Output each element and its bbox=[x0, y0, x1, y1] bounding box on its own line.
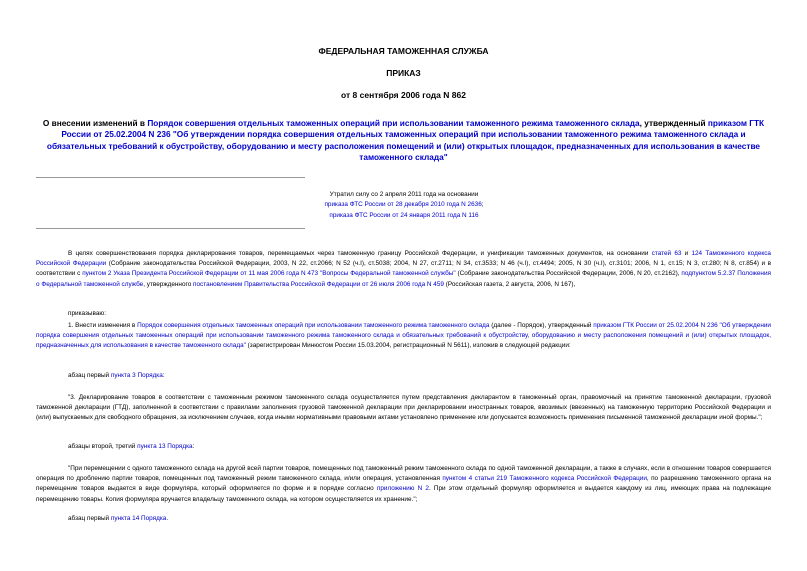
divider-bottom bbox=[36, 228, 305, 229]
document-type-heading: ПРИКАЗ bbox=[386, 68, 421, 78]
preamble-text: В целях совершенствования порядка декларирования товаров, перемещаемых через таможенную границу Российской Федерации, и унификации таможенных документов, на основании bbox=[68, 250, 652, 257]
item-1-paragraph bbox=[36, 321, 771, 352]
link-article-219[interactable]: пунктом 4 статьи 219 Таможенного кодекса Российской Федерации bbox=[442, 475, 647, 483]
lost-force-text: Утратил силу со 2 апреля 2011 года на основании bbox=[329, 191, 479, 198]
document-title bbox=[36, 118, 771, 164]
clause-3-text: : bbox=[162, 372, 165, 379]
preamble-text: и bbox=[681, 250, 692, 257]
paragraph-clause-3 bbox=[36, 371, 771, 381]
lost-force-separator: ; bbox=[481, 201, 484, 209]
preamble-text: , утвержденного bbox=[143, 280, 194, 288]
preamble-text: (Собрание законодательства Российской Федерации, 2006, N 20, ст.2162), bbox=[455, 270, 682, 278]
order-word: приказываю: bbox=[68, 310, 106, 317]
link-article-63[interactable]: статей 63 bbox=[651, 250, 682, 257]
document-date-heading: от 8 сентября 2006 года N 862 bbox=[341, 90, 466, 100]
clause-3-text: абзац первый bbox=[68, 372, 111, 379]
clause-13-text: : bbox=[192, 443, 195, 450]
paragraph-clause-14 bbox=[36, 514, 771, 524]
link-fts-regulation[interactable]: подпунктом 5.2.37 Положения о Федеральной таможенной службе bbox=[36, 270, 771, 288]
item-1-text: (далее - Порядок), утвержденный bbox=[489, 322, 594, 329]
preamble-paragraph bbox=[36, 249, 771, 290]
link-appendix-2[interactable]: приложению N 2 bbox=[376, 485, 429, 493]
preamble-text: (Собрание законодательства Российской Федерации, 2003, N 22, ст.2066; N 52 (ч.I), ст.5038; 2004, N 27, ст.2711; N 34, ст.3533; N 46 (ч.I), ст.4494; 2005, N 30 (ч.I), ст.3101; 2006, N 1, ст.15; N 3, ст.280; N 8, ст.854) и в соответствии с bbox=[36, 260, 772, 278]
link-customs-code-124[interactable]: 124 Таможенного кодекса Российской Федерации bbox=[36, 250, 771, 268]
paragraph-clause-13 bbox=[36, 442, 771, 452]
link-presidential-decree[interactable]: пунктом 2 Указа Президента Российской Федерации от 11 мая 2006 года N 473 "Вопросы Федеральной таможенной службы" bbox=[82, 270, 456, 278]
lost-force-note bbox=[246, 190, 562, 221]
item-1-text: 1. Внести изменения в bbox=[68, 322, 138, 329]
quote-clause-3: "3. Декларирование товаров в соответствии с таможенным режимом таможенного склада осуществляется путем представления декларантом в таможенный орган, правомочный на принятие таможенной декларации, грузовой таможенной декларации (ГТД), заполненной в соответствии с правилами заполнения грузовой таможенной декларации при декларировании иностранных товаров, ввозимых (ввезенных) на таможенную территорию Российской Федерации и (или) выпускаемых для свободного обращения, за исключением случаев, когда иными нормативными правовыми актами установлено применение или допускается возможность применения письменной таможенной декларации иной формы."; bbox=[36, 394, 771, 422]
link-government-resolution[interactable]: постановлением Правительства Российской Федерации от 26 июля 2006 года N 459 bbox=[193, 280, 444, 288]
title-text: , утвержденный bbox=[639, 118, 708, 128]
link-clause-14[interactable]: пункта 14 Порядка bbox=[110, 515, 167, 522]
lost-force-link-2636[interactable]: приказа ФТС России от 28 декабря 2010 года N 2636 bbox=[324, 201, 482, 209]
quote-text: . При этом отдельный формуляр оформляется и выдается каждому из лиц, имеющих права на подлежащие перемещению товары. Копия формуляра вручается владельцу таможенного склада, на котором осуществляется их хранение."; bbox=[36, 485, 772, 503]
title-procedure-link[interactable]: Порядок совершения отдельных таможенных операций при использовании таможенного режима таможенного склада bbox=[147, 118, 640, 128]
title-order-link[interactable]: приказом ГТК России от 25.02.2004 N 236 "Об утверждении порядка совершения отдельных таможенных операций при использовании таможенного режима таможенного склада и обязательных требований к обустройству, оборудованию и месту расположения помещений и (или) открытых площадок, предназначенных для использования в качестве таможенного склада" bbox=[46, 118, 765, 163]
divider-top bbox=[36, 177, 305, 178]
clause-14-text: . bbox=[166, 515, 169, 522]
quote-text: "При перемещении с одного таможенного склада на другой всей партии товаров, помещенных под таможенный режим таможенного склада по одной таможенной декларации, а также в случаях, если в отношении товаров совершается операция по дроблению партии товаров, помещенных под таможенный режим таможенного склада, и/или операция, установленная bbox=[36, 465, 771, 483]
link-gtk-order-236[interactable]: приказом ГТК России от 25.02.2004 N 236 "Об утверждении порядка совершения отдельных таможенных операций при использовании таможенного режима таможенного склада и обязательных требований к обустройству, оборудованию и месту расположения помещений и (или) открытых площадок, предназначенных для использования в качестве таможенного склада" bbox=[36, 322, 771, 350]
quote-text: , по разрешению таможенного органа на перемещение товаров выдается в виде формуляра, который оформляется по форме и в порядке согласно bbox=[36, 475, 771, 493]
item-1-text: (зарегистрирован Минюстом России 15.03.2004, регистрационный N 5611), изложив в следующей редакции: bbox=[245, 342, 571, 350]
preamble-text: (Российская газета, 2 августа, 2006, N 167), bbox=[443, 280, 576, 288]
title-text: О внесении изменений в bbox=[42, 118, 148, 128]
quote-clause-13 bbox=[36, 464, 771, 505]
link-clause-3[interactable]: пункта 3 Порядка bbox=[110, 372, 163, 379]
agency-heading: ФЕДЕРАЛЬНАЯ ТАМОЖЕННАЯ СЛУЖБА bbox=[318, 46, 489, 56]
clause-13-text: абзацы второй, третий bbox=[68, 443, 138, 450]
lost-force-link-116[interactable]: приказа ФТС России от 24 января 2011 года N 116 bbox=[329, 211, 479, 219]
link-procedure[interactable]: Порядок совершения отдельных таможенных операций при использовании таможенного режима таможенного склада bbox=[137, 322, 490, 329]
clause-14-text: абзац первый bbox=[68, 515, 111, 522]
link-clause-13[interactable]: пункта 13 Порядка bbox=[137, 443, 193, 450]
